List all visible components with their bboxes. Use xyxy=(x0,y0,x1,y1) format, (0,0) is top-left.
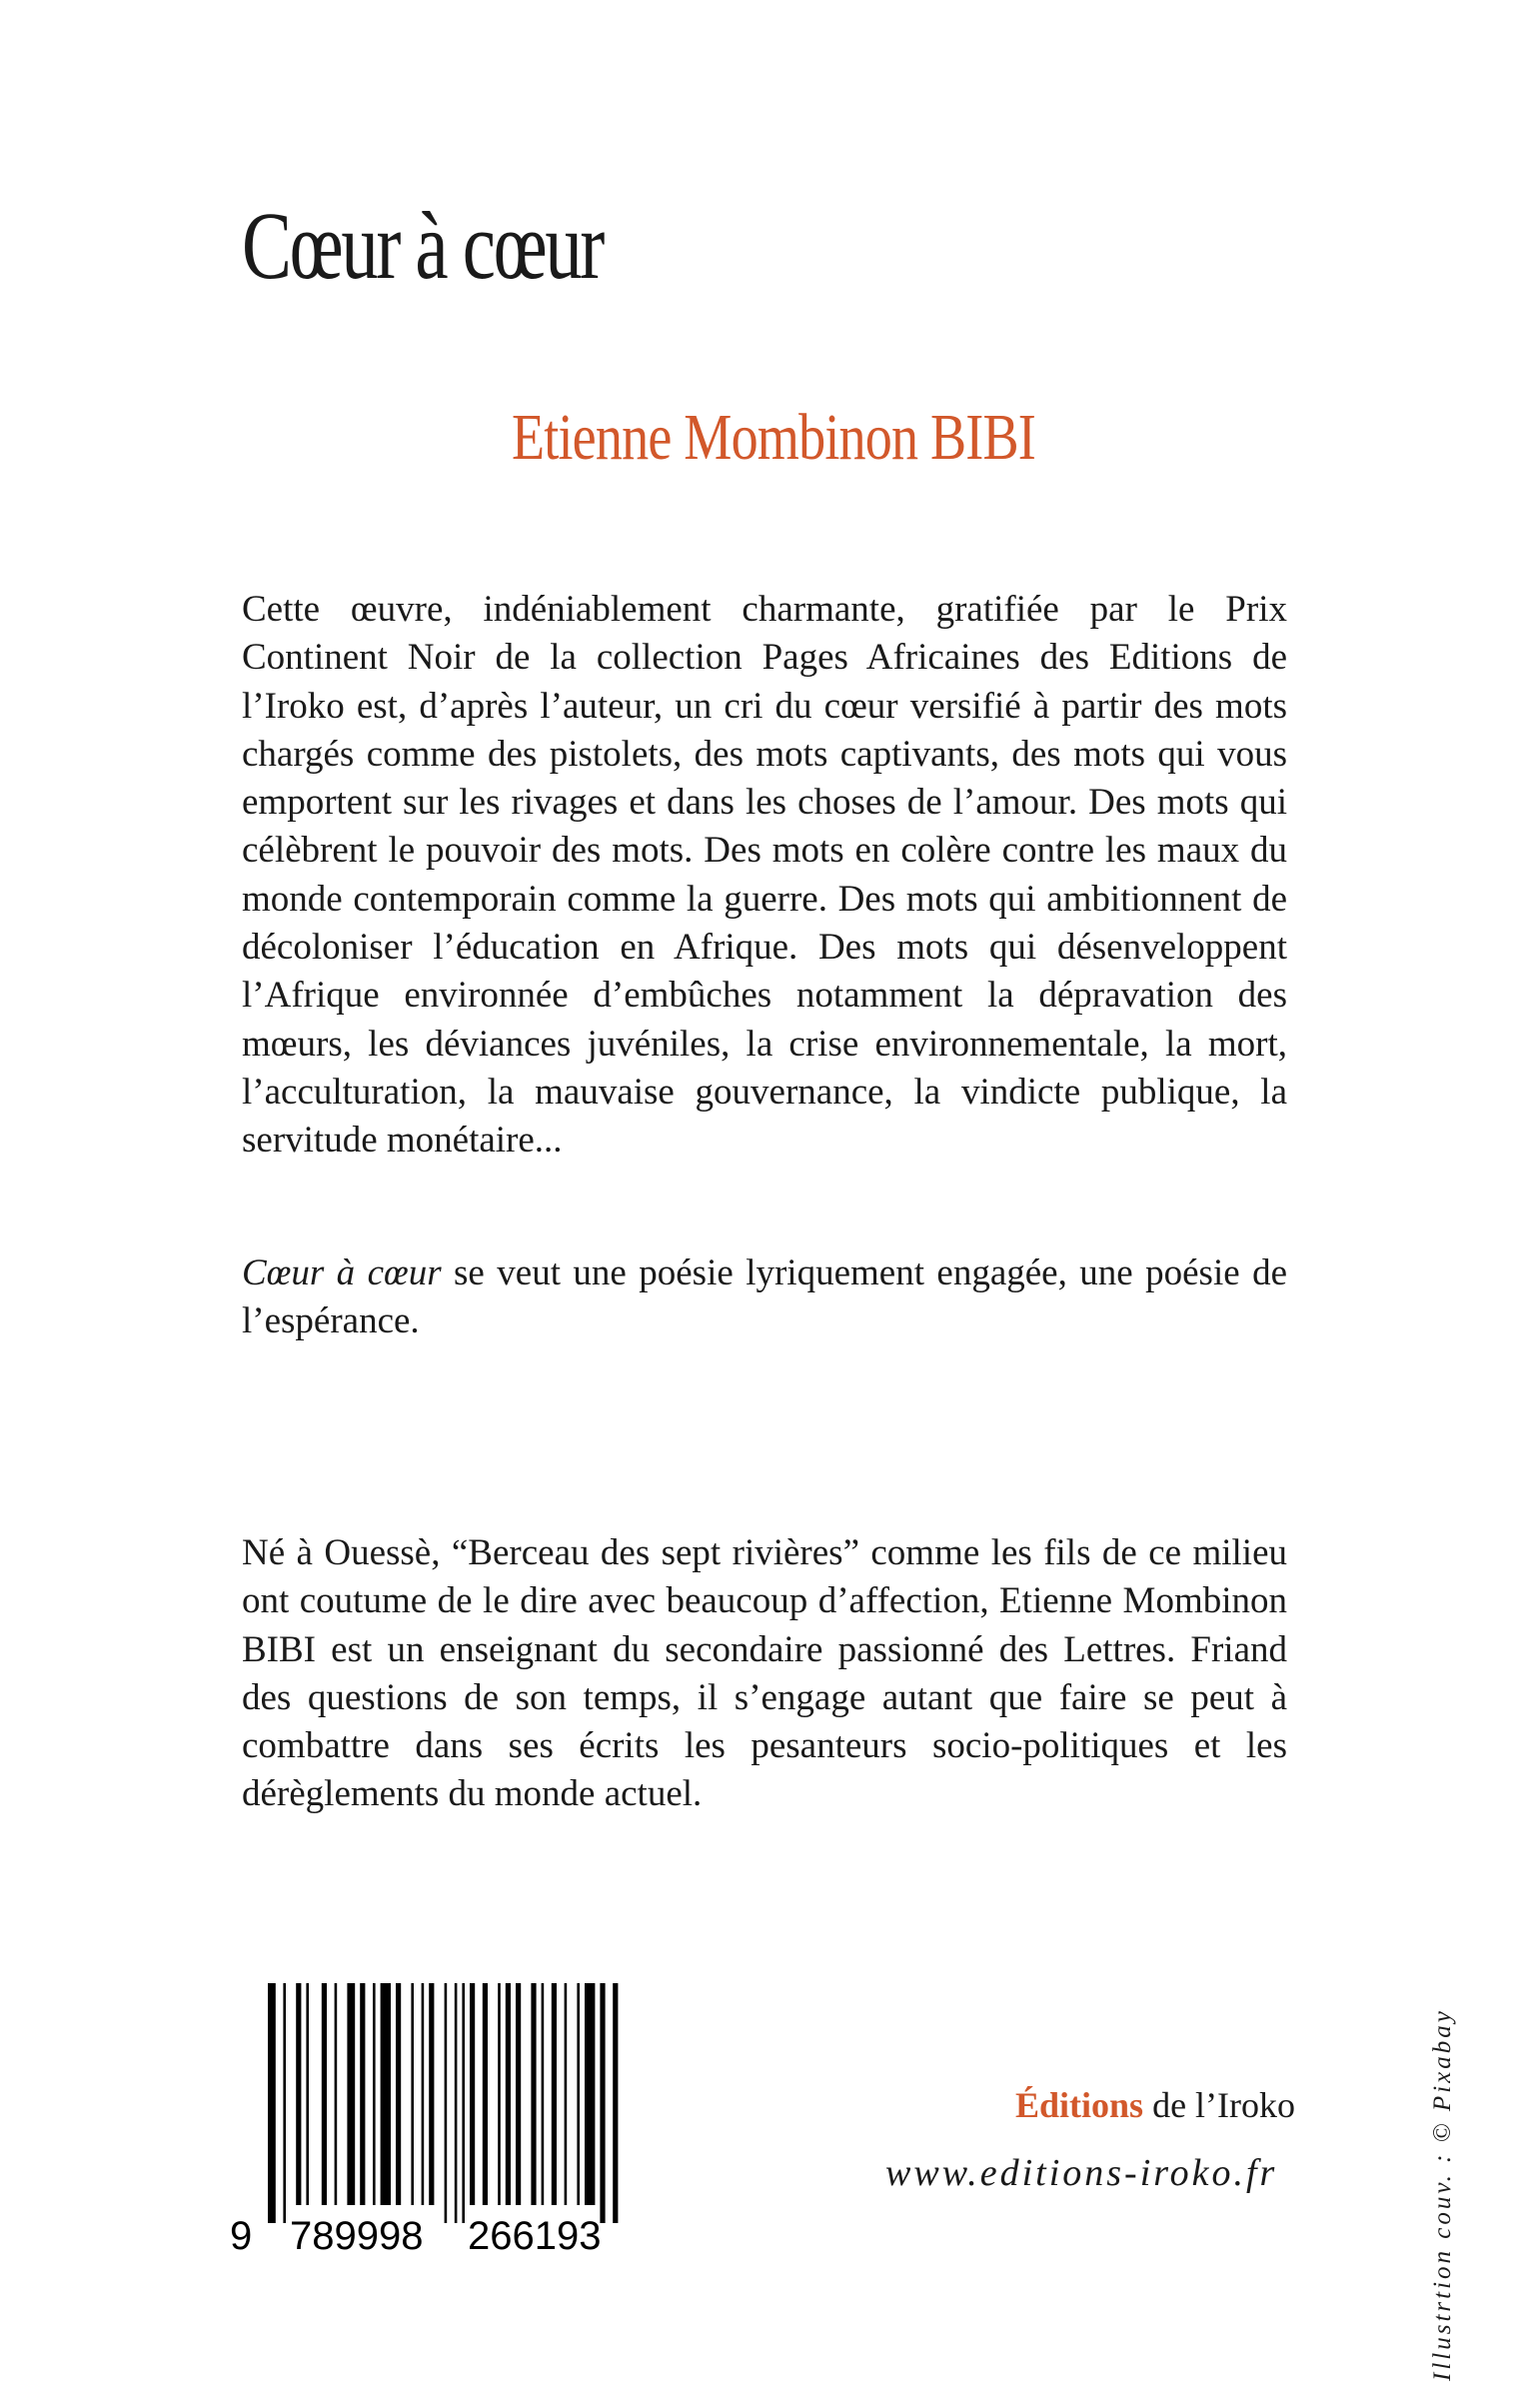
barcode-bar xyxy=(470,1983,475,2205)
barcode-bar xyxy=(373,1983,376,2205)
barcode-bar xyxy=(498,1983,501,2205)
barcode-bar xyxy=(429,1983,434,2205)
barcode-bar xyxy=(577,1983,580,2205)
book-title: Cœur à cœur xyxy=(242,192,604,299)
barcode-bar xyxy=(585,1983,595,2205)
isbn-barcode xyxy=(228,1977,648,2257)
barcode-digits-right: 266193 xyxy=(468,2214,602,2257)
barcode-bar xyxy=(396,1983,401,2205)
publisher-accent: Éditions xyxy=(1015,2085,1144,2125)
barcode-bar xyxy=(565,1983,568,2205)
author-bio-paragraph: Né à Ouessè, “Berceau des sept rivières” comme les fils de ce milieu ont coutume de le dire avec beaucoup d’affection, Etienne Mombinon BIBI est un enseignant du secondaire passionné des Lettres. Friand des questions de son temps, il s’engage autant que faire se peut à combattre dans ses écrits les pesanteurs socio-politiques et les dérèglements du monde actuel. xyxy=(242,1532,1287,1815)
tagline-book-title: Cœur à cœur xyxy=(242,1252,442,1293)
barcode-bar xyxy=(381,1983,391,2205)
barcode-bar xyxy=(422,1983,425,2205)
barcode-bar xyxy=(455,1983,458,2223)
illustration-credit: Illustrtion couv. : © Pixabay xyxy=(1429,2008,1456,2381)
publisher-website[interactable]: www.editions-iroko.fr xyxy=(885,2152,1278,2194)
barcode-digit-first: 9 xyxy=(230,2214,253,2257)
tagline-paragraph xyxy=(242,1249,1287,1346)
barcode-bar xyxy=(613,1983,618,2223)
barcode-bar xyxy=(516,1983,521,2205)
barcode-bar xyxy=(552,1983,557,2205)
barcode-bar xyxy=(445,1983,448,2223)
barcode-bar xyxy=(542,1983,545,2205)
barcode-bar xyxy=(296,1983,301,2205)
barcode-bar xyxy=(462,1983,465,2223)
synopsis-paragraph: Cette œuvre, indéniablement charmante, gratifiée par le Prix Continent Noir de la collection Pages Africaines des Editions de l’Iroko est, d’après l’auteur, un cri du cœur versifié à partir des mots chargés comme des pistolets, des mots captivants, des mots qui vous emportent sur les rivages et dans les choses de l’amour. Des mots qui célèbrent le pouvoir des mots. Des mots en colère contre les maux du monde contemporain comme la guerre. Des mots qui ambitionnent de décoloniser l’éducation en Afrique. Des mots qui désenveloppent l’Afrique environnée d’embûches notamment la dépravation des mœurs, les déviances juvéniles, la crise environnementale, la mort, l’acculturation, la mauvaise gouvernance, la vindicte publique, la servitude monétaire... xyxy=(242,589,1287,1162)
barcode-bar xyxy=(600,1983,605,2223)
barcode-bar xyxy=(268,1983,276,2223)
barcode-bar xyxy=(483,1983,488,2205)
author-name: Etienne Mombinon BIBI xyxy=(512,401,1035,474)
barcode-bar xyxy=(306,1983,309,2205)
barcode-bars xyxy=(268,1983,618,2223)
barcode-bar xyxy=(506,1983,511,2205)
barcode-bar xyxy=(283,1983,286,2223)
barcode-bar xyxy=(360,1983,365,2205)
barcode-bar xyxy=(531,1983,536,2205)
barcode-bar xyxy=(335,1983,338,2205)
publisher-name xyxy=(1015,2084,1295,2126)
barcode-bar xyxy=(347,1983,355,2205)
barcode-bar xyxy=(411,1983,414,2205)
barcode-bar xyxy=(322,1983,327,2205)
tagline-text: se veut une poésie lyriquement engagée, une poésie de l’espérance. xyxy=(242,1252,1287,1342)
barcode-digits-left: 789998 xyxy=(290,2214,424,2257)
publisher-rest: de l’Iroko xyxy=(1143,2085,1296,2125)
